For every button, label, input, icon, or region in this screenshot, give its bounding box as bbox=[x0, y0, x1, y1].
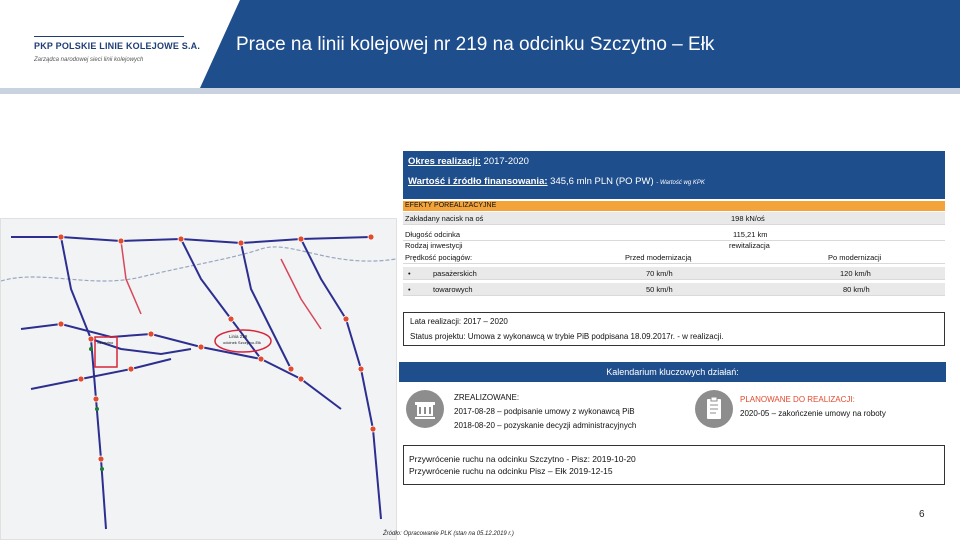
row-label: Długość odcinka bbox=[405, 230, 461, 239]
done-header: ZREALIZOWANE: bbox=[454, 393, 520, 402]
plan-item: 2020-05 – zakończenie umowy na roboty bbox=[740, 409, 886, 418]
calendar-title: Kalendarium kluczowych działań: bbox=[399, 362, 946, 382]
table-row bbox=[403, 267, 945, 280]
row-label: Zakładany nacisk na oś bbox=[405, 214, 484, 223]
railway-map-graphic bbox=[1, 219, 396, 539]
realization-years: Lata realizacji: 2017 – 2020 bbox=[410, 317, 508, 326]
period-line bbox=[408, 156, 529, 167]
plan-header: PLANOWANE DO REALIZACJI: bbox=[740, 395, 855, 404]
funding-line bbox=[408, 176, 705, 187]
row-value-after: 120 km/h bbox=[840, 269, 871, 278]
logo-tagline: Zarządca narodowej sieci linii kolejowych bbox=[34, 57, 144, 63]
row-label: pasażerskich bbox=[433, 269, 477, 278]
funding-label: Wartość i źródło finansowania: bbox=[408, 176, 548, 187]
table-row bbox=[403, 212, 945, 225]
logo-icon bbox=[34, 36, 184, 38]
row-value: 198 kN/oś bbox=[731, 214, 765, 223]
col-header-after: Po modernizacji bbox=[828, 253, 882, 262]
header-divider bbox=[0, 88, 960, 94]
col-header-before: Przed modernizacją bbox=[625, 253, 692, 262]
page-number: 6 bbox=[919, 509, 925, 520]
bullet: • bbox=[408, 285, 411, 294]
row-value-after: 80 km/h bbox=[843, 285, 870, 294]
row-value-before: 70 km/h bbox=[646, 269, 673, 278]
page-title: Prace na linii kolejowej nr 219 na odcinku Szczytno – Ełk bbox=[236, 34, 715, 55]
effects-header: EFEKTY POREALIZACYJNE bbox=[403, 201, 945, 211]
traffic-restoration-box bbox=[403, 445, 945, 485]
table-row bbox=[403, 283, 945, 296]
row-label: Prędkość pociągów: bbox=[405, 253, 473, 262]
funding-note: - Wartość wg KPK bbox=[656, 180, 705, 186]
row-label: Rodzaj inwestycji bbox=[405, 241, 463, 250]
map-highlight-sublabel: odcinek Szczytno-Ełk bbox=[223, 340, 262, 345]
project-info-box bbox=[403, 151, 945, 199]
done-item: 2018-08-20 – pozyskanie decyzji administracyjnych bbox=[454, 421, 637, 430]
logo-name: PKP POLSKIE LINIE KOLEJOWE S.A. bbox=[34, 41, 201, 51]
map-station-label: Szczytno bbox=[97, 340, 114, 345]
railway-map bbox=[0, 218, 397, 540]
project-status-box bbox=[403, 312, 945, 346]
restoration-line: Przywrócenie ruchu na odcinku Pisz – Ełk 2019-12-15 bbox=[409, 466, 613, 476]
done-item: 2017-08-28 – podpisanie umowy z wykonawcą PiB bbox=[454, 407, 635, 416]
row-label: towarowych bbox=[433, 285, 473, 294]
row-value: rewitalizacja bbox=[729, 241, 770, 250]
period-value: 2017-2020 bbox=[483, 156, 529, 167]
effects-table bbox=[403, 201, 945, 297]
row-value: 115,21 km bbox=[733, 230, 768, 239]
map-highlight-label: Linia 219 bbox=[229, 334, 248, 339]
restoration-line: Przywrócenie ruchu na odcinku Szczytno - Pisz: 2019-10-20 bbox=[409, 454, 636, 464]
row-value-before: 50 km/h bbox=[646, 285, 673, 294]
period-label: Okres realizacji: bbox=[408, 156, 481, 167]
building-icon bbox=[406, 390, 444, 428]
table-row bbox=[403, 252, 945, 264]
clipboard-icon bbox=[695, 390, 733, 428]
project-status: Status projektu: Umowa z wykonawcą w trybie PiB podpisana 18.09.2017r. - w realizacji. bbox=[410, 332, 724, 341]
bullet: • bbox=[408, 269, 411, 278]
source-note: Źródło: Opracowanie PLK (stan na 05.12.2019 r.) bbox=[383, 531, 514, 537]
table-row bbox=[403, 240, 945, 251]
funding-value: 345,6 mln PLN (PO PW) bbox=[550, 176, 654, 187]
